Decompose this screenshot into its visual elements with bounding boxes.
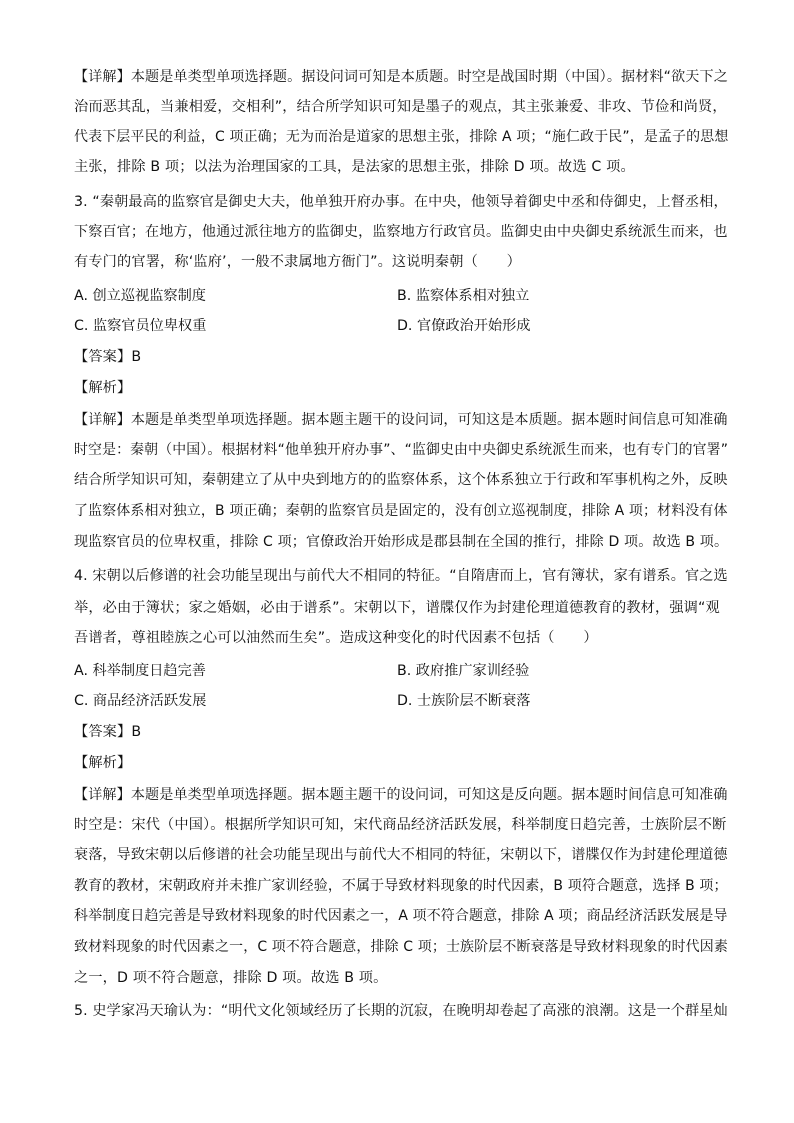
q3-detail-line: 现监察官员的位卑权重，排除 C 项；官僚政治开始形成是郡县制在全国的推行，排除 D 项。故选 B 项。 xyxy=(74,534,729,550)
q2-detail-line: 代表下层平民的利益，C 项正确；无为而治是道家的思想主张，排除 A 项；“施仁政于民”，是孟子的思想 xyxy=(74,129,729,145)
q4-stem-line: 吾谱者，尊祖睦族之心可以油然而生矣”。造成这种变化的时代因素不包括（ ） xyxy=(74,630,598,646)
q4-option-c: C. 商品经济活跃发展 xyxy=(74,693,207,709)
q4-stem-line: 4. 宋朝以后修谱的社会功能呈现出与前代大不相同的特征。“自隋唐而上，官有簿状，家有谱系。官之选 xyxy=(74,568,728,584)
q4-option-b: B. 政府推广家训经验 xyxy=(397,663,530,679)
q5-stem-line: 5. 史学家冯天瑜认为：“明代文化领域经历了长期的沉寂，在晚明却卷起了高涨的浪潮。这是一个群星灿 xyxy=(74,1003,728,1019)
q2-detail-line: 【详解】本题是单类型单项选择题。据设问词可知是本质题。时空是战国时期（中国）。据材料“欲天下之 xyxy=(74,69,728,85)
q3-option-b: B. 监察体系相对独立 xyxy=(397,288,530,304)
q4-detail-line: 科举制度日趋完善是导致材料现象的时代因素之一，A 项不符合题意，排除 A 项；商品经济活跃发展是导 xyxy=(74,908,728,924)
q3-stem-line: 3. “秦朝最高的监察官是御史大夫，他单独开府办事。在中央，他领导着御史中丞和侍御史，上督丞相， xyxy=(74,194,728,210)
q3-answer: 【答案】B xyxy=(74,349,142,365)
q4-detail-line: 之一，D 项不符合题意，排除 D 项。故选 B 项。 xyxy=(74,970,388,986)
q3-detail-line: 了监察体系相对独立，B 项正确；秦朝的监察官员是固定的，没有创立巡视制度，排除 A 项；材料没有体 xyxy=(74,503,728,519)
q3-option-c: C. 监察官员位卑权重 xyxy=(74,318,207,334)
q4-answer: 【答案】B xyxy=(74,724,142,740)
q3-analysis-heading: 【解析】 xyxy=(74,380,132,396)
q4-detail-line: 致材料现象的时代因素之一，C 项不符合题意，排除 C 项；士族阶层不断衰落是导致材料现象的时代因素 xyxy=(74,939,728,955)
q3-option-a: A. 创立巡视监察制度 xyxy=(74,288,206,304)
q3-stem-line: 下察百官；在地方，他通过派往地方的监御史，监察地方行政官员。监御史由中央御史系统派生而来，也 xyxy=(74,224,728,240)
q3-stem-line: 有专门的官署，称‘监府’，一般不隶属地方衙门”。这说明秦朝（ ） xyxy=(74,254,521,270)
q4-analysis-heading: 【解析】 xyxy=(74,755,132,771)
q3-detail-line: 时空是：秦朝（中国）。根据材料“他单独开府办事”、“监御史由中央御史系统派生而来，也有专门的官署” xyxy=(74,442,729,458)
q4-detail-line: 教育的教材，宋朝政府并未推广家训经验，不属于导致材料现象的时代因素，B 项符合题意，选择 B 项； xyxy=(74,878,728,894)
q4-detail-line: 【详解】本题是单类型单项选择题。据本题主题干的设问词，可知这是反向题。据本题时间信息可知准确 xyxy=(74,787,728,803)
q4-detail-line: 时空是：宋代（中国）。根据所学知识可知，宋代商品经济活跃发展，科举制度日趋完善，士族阶层不断 xyxy=(74,817,727,833)
q4-option-d: D. 士族阶层不断衰落 xyxy=(397,693,531,709)
q4-option-a: A. 科举制度日趋完善 xyxy=(74,663,206,679)
q4-stem-line: 举，必由于簿状；家之婚姻，必由于谱系”。宋朝以下，谱牒仅作为封建伦理道德教育的教材，强调“观 xyxy=(74,600,720,616)
q3-detail-line: 【详解】本题是单类型单项选择题。据本题主题干的设问词，可知这是本质题。据本题时间信息可知准确 xyxy=(74,412,728,428)
q2-detail-line: 治而恶其乱，当兼相爱，交相利”，结合所学知识可知是墨子的观点，其主张兼爱、非攻、节俭和尚贤， xyxy=(74,99,727,115)
q2-detail-line: 主张，排除 B 项；以法为治理国家的工具，是法家的思想主张，排除 D 项。故选 C 项。 xyxy=(74,159,635,175)
q4-detail-line: 衰落，导致宋朝以后修谱的社会功能呈现出与前代大不相同的特征，宋朝以下，谱牒仅作为封建伦理道德 xyxy=(74,847,728,863)
q3-option-d: D. 官僚政治开始形成 xyxy=(397,318,531,334)
q3-detail-line: 结合所学知识可知，秦朝建立了从中央到地方的的监察体系，这个体系独立于行政和军事机构之外，反映 xyxy=(74,472,728,488)
